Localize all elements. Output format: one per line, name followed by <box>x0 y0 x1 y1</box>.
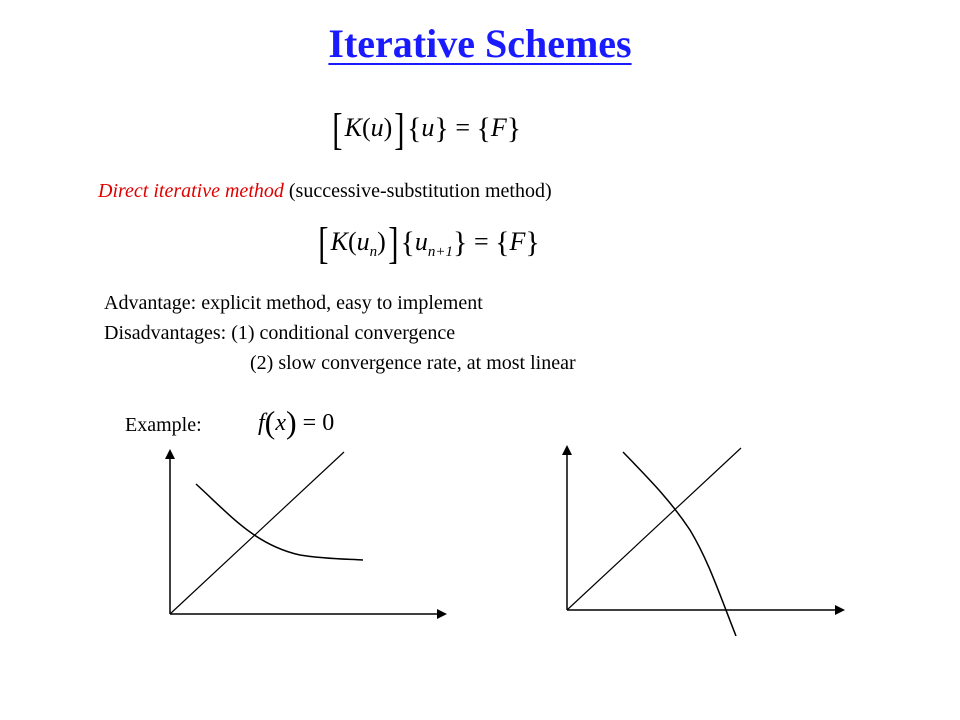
right-diagonal-line <box>567 448 741 610</box>
eq1-u-arg: u <box>370 113 384 142</box>
right-curve <box>623 452 736 636</box>
eq2-f: F <box>509 227 526 256</box>
example-equals: = <box>302 410 317 436</box>
example-equation: f(x) = 0 <box>258 404 335 440</box>
eq1-f: F <box>490 113 507 142</box>
example-x: x <box>275 410 286 436</box>
eq2-k: K <box>330 227 348 256</box>
eq1-equals: = <box>455 113 470 142</box>
page-title: Iterative Schemes <box>328 21 632 66</box>
example-zero: 0 <box>322 410 335 436</box>
eq2-u-arg-sub: n <box>369 244 378 261</box>
method-name: Direct iterative method <box>98 180 284 202</box>
eq2-u-vec: u <box>414 227 428 256</box>
eq1-u-vec: u <box>421 113 435 142</box>
example-f: f <box>258 410 265 436</box>
disadvantage-2-text: (2) slow convergence rate, at most linear <box>250 352 576 374</box>
advantage-text: Advantage: explicit method, easy to implement <box>104 292 483 314</box>
example-label: Example: <box>125 414 202 436</box>
eq2-u-arg: u <box>356 227 370 256</box>
method-description: (successive-substitution method) <box>288 180 552 202</box>
disadvantage-1-text: Disadvantages: (1) conditional convergence <box>104 322 456 344</box>
eq1-k: K <box>344 113 362 142</box>
equation-system: [K(u)]{u} = {F} <box>332 105 522 154</box>
equation-iteration: $[K(u_n)]\{u_{n+1}\} = \{F\}$ <box>318 219 540 268</box>
eq2-u-vec-sub: n+1 <box>427 244 454 261</box>
eq2-equals: = <box>473 227 489 256</box>
